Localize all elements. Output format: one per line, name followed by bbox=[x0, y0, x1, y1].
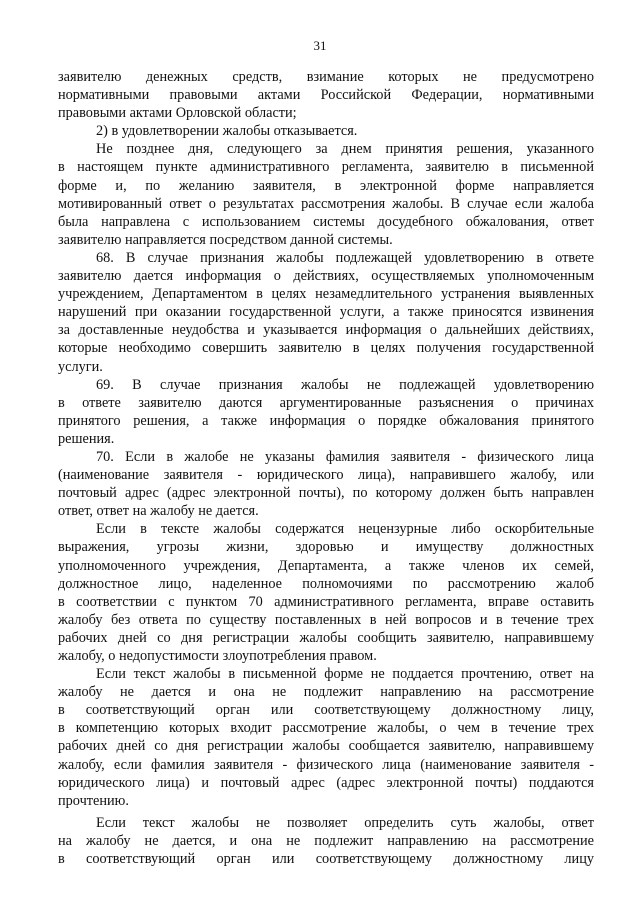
text-line: жалобу, о недопустимости злоупотребления правом. bbox=[58, 648, 377, 664]
text-line: правовыми актами Орловской области; bbox=[58, 105, 297, 122]
text-line: почтовый адрес (адрес электронной почты), по которому должен быть направлен bbox=[58, 485, 594, 502]
text-line: Не позднее дня, следующего за днем принятия решения, указанного bbox=[96, 141, 594, 158]
page-number: 31 bbox=[313, 38, 327, 53]
document-body bbox=[58, 68, 594, 868]
text-line: в соответствии с пунктом 70 административного регламента, вправе оставить bbox=[58, 593, 594, 610]
text-line: 70. Если в жалобе не указаны фамилия заявителя - физического лица bbox=[96, 448, 594, 465]
text-line: за доставленные неудобства и указывается информация о дальнейших действиях, bbox=[58, 322, 594, 339]
text-line: услуги. bbox=[58, 358, 103, 375]
text-line: мотивированный ответ о результатах рассмотрения жалобы. В случае если жалоба bbox=[58, 195, 594, 212]
text-line: 2) в удовлетворении жалобы отказывается. bbox=[96, 123, 358, 140]
text-line: жалобу, если фамилия заявителя - физического лица (наименование заявителя - bbox=[58, 756, 594, 773]
text-line: в соответствующий орган или соответствующему должностному лицу, bbox=[58, 702, 594, 719]
text-line: жалобу без ответа по существу поставленных в ней вопросов и в течение трех bbox=[58, 611, 594, 628]
text-line: нарушений при оказании государственной услуги, а также приносятся извинения bbox=[58, 304, 594, 321]
text-line: решения. bbox=[58, 430, 115, 447]
text-line: на жалобу не дается, и она не подлежит направлению на рассмотрение bbox=[58, 832, 594, 849]
text-line: Если текст жалобы в письменной форме не поддается прочтению, ответ на bbox=[96, 666, 594, 683]
text-line: рабочих дней со дня регистрации жалобы сообщить заявителю, направившему bbox=[58, 629, 594, 646]
text-line: должностное лицо, наделенное полномочиями по рассмотрению жалоб bbox=[58, 575, 594, 592]
text-line: заявителю дается информация о действиях, осуществляемых уполномоченным bbox=[58, 268, 594, 285]
text-line: жалобу не дается и она не подлежит направлению на рассмотрение bbox=[58, 684, 594, 701]
text-line: в компетенцию которых входит рассмотрение жалобы, о чем в течение трех bbox=[58, 720, 594, 737]
text-line: прочтению. bbox=[58, 792, 129, 809]
text-line: заявителю денежных средств, взимание которых не предусмотрено bbox=[58, 69, 594, 85]
text-line: (наименование заявителя - юридического лица), направившего жалобу, или bbox=[58, 467, 594, 484]
text-line: уполномоченного учреждения, Департамента, а также членов их семей, bbox=[58, 557, 594, 574]
text-line: форме и, по желанию заявителя, в электронной форме направляется bbox=[58, 177, 594, 194]
text-line: заявителю направляется посредством данной системы. bbox=[58, 231, 393, 248]
text-line: была направлена с использованием системы досудебного обжалования, ответ bbox=[58, 213, 594, 230]
text-line: в настоящем пункте административного регламента, заявителю в письменной bbox=[58, 159, 594, 176]
text-line: выражения, угрозы жизни, здоровью и имуществу должностных bbox=[58, 539, 594, 556]
text-line: ответ, ответ на жалобу не дается. bbox=[58, 503, 259, 520]
text-line: нормативными правовыми актами Российской Федерации, нормативными bbox=[58, 87, 594, 104]
text-line: принятого решения, а также информация о порядке обжалования принятого bbox=[58, 412, 594, 429]
text-line: 68. В случае признания жалобы подлежащей удовлетворению в ответе bbox=[96, 249, 594, 266]
text-line: учреждением, Департаментом в целях незамедлительного устранения выявленных bbox=[58, 286, 594, 303]
text-line: Если текст жалобы не позволяет определить суть жалобы, ответ bbox=[96, 814, 594, 831]
text-line: юридического лица) и почтовый адрес (адрес электронной почты) поддаются bbox=[58, 774, 594, 791]
text-line: в ответе заявителю даются аргументированные разъяснения о причинах bbox=[58, 394, 594, 411]
text-line: Если в тексте жалобы содержатся нецензурные либо оскорбительные bbox=[96, 521, 594, 538]
text-line: рабочих дней со дня регистрации жалобы сообщается заявителю, направившему bbox=[58, 738, 594, 755]
text-line: которые необходимо совершить заявителю в целях получения государственной bbox=[58, 340, 594, 357]
text-line: в соответствующий орган или соответствующему должностному лицу bbox=[58, 851, 594, 868]
text-line: 69. В случае признания жалобы не подлежащей удовлетворению bbox=[96, 376, 594, 393]
